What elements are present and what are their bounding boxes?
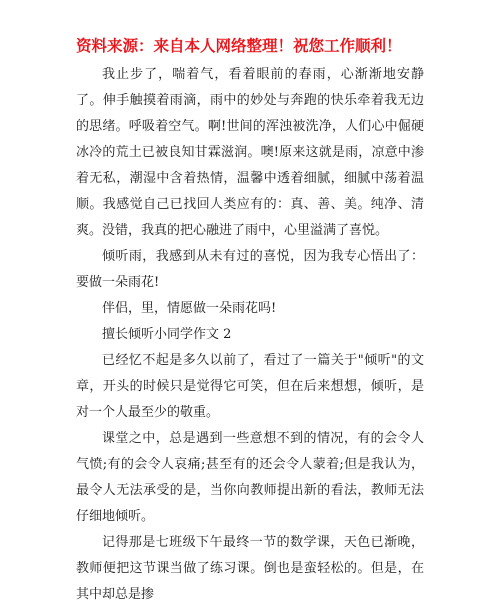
source-header: 资料来源：来自本人网络整理！祝您工作顺利！ — [76, 36, 402, 55]
paragraph-5: 课堂之中，总是遇到一些意想不到的情况，有的会令人气愤;有的会令人哀痛;甚至有的还会令人蒙着;但是我认为，最令人无法承受的是，当你向教师提出新的看法，教师无法仔细地倾听。 — [76, 431, 424, 524]
section-title: 擅长倾听小同学作文 2 — [102, 327, 232, 342]
paragraph-1: 我止步了，喘着气，看着眼前的春雨，心渐渐地安静了。伸手触摸着雨滴，雨中的妙处与奔跑的快乐牵着我无边的思绪。呼吸着空气。啊!世间的浑浊被洗净，人们心中倔硬冰冷的荒土已被良知甘霖滋润。噢!原来这就是雨，凉意中渗着无私，潮湿中含着热情，温馨中透着细腻，细腻中荡着温顺。我感觉自己已找回人类应有的：真、善、美。纯净、清爽。没错，我真的把心融进了雨中，心里溢满了喜悦。 — [76, 67, 424, 238]
paragraph-6: 记得那是七班级下午最终一节的数学课，天色已渐晚，教师便把这节课当做了练习课。倒也是蛮轻松的。但是，在其中却总是掺 — [76, 535, 424, 602]
document-page — [76, 36, 424, 608]
paragraph-4: 已经忆不起是多久以前了，看过了一篇关于"倾听"的文章，开头的时候只是觉得它可笑，但在后来想想，倾听，是对一个人最至少的敬重。 — [76, 353, 424, 420]
paragraph-2: 倾听雨，我感到从未有过的喜悦，因为我专心悟出了：要做一朵雨花! — [76, 249, 424, 290]
paragraph-3: 伴侣，里，情愿做一朵雨花吗! — [102, 301, 277, 316]
